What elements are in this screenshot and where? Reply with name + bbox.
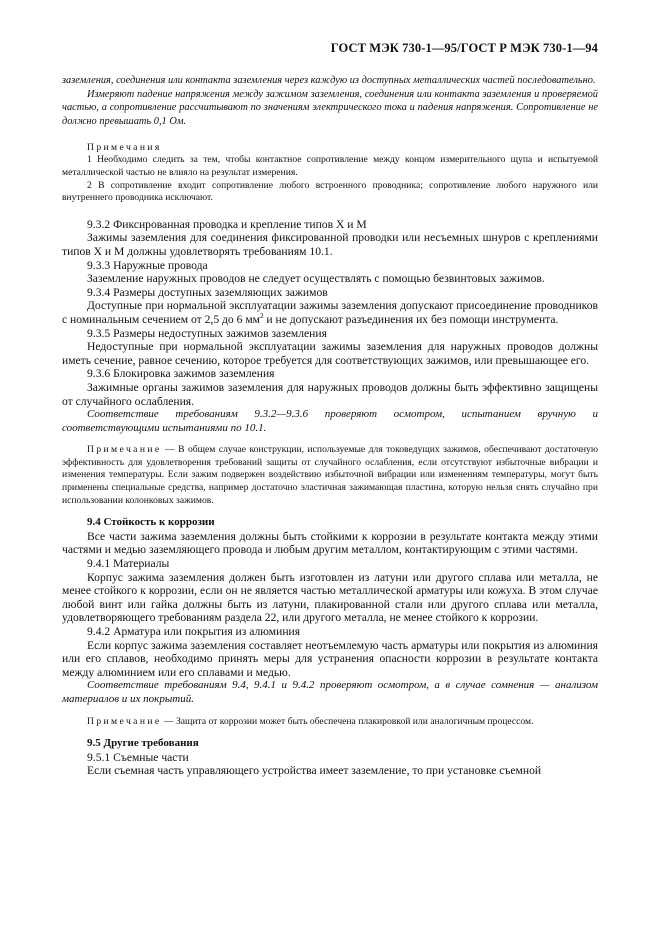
note-item: 2 В сопротивление входит сопротивление любого встроенного проводника; сопротивление любого наружного или внутреннего проводника исключают. xyxy=(62,179,598,204)
section-heading-bold: 9.5 Другие требования xyxy=(87,737,199,750)
paragraph: Зажимы заземления для соединения фиксированной проводки или несъемных шнуров с креплениями типов X и M должны удовлетворять требованиям 10.1. xyxy=(62,231,598,258)
section-heading: 9.3.4 Размеры доступных заземляющих зажимов xyxy=(87,285,328,299)
paragraph: Измеряют падение напряжения между зажимом заземления, соединения или контакта заземления и проверяемой частью, а сопротивление рассчитывают по значениям электрического тока и падения напряжения. Сопротивление не должно превышать 0,1 Ом. xyxy=(62,88,598,128)
section-heading: 9.3.2 Фиксированная проводка и крепление типов X и M xyxy=(87,217,367,231)
section-heading: 9.3.6 Блокировка зажимов заземления xyxy=(87,367,275,381)
section-heading: 9.3.3 Наружные провода xyxy=(87,258,208,272)
paragraph: Заземление наружных проводов не следует осуществлять с помощью безвинтовых зажимов. xyxy=(87,272,545,286)
paragraph: Зажимные органы зажимов заземления для наружных проводов должны быть эффективно защищены от случайного ослабления. xyxy=(62,380,598,408)
note: Примечание — В общем случае конструкции, используемые для токоведущих зажимов, обеспечивают достаточную эффективность для удовлетворения требований защиты от случайного ослабления, если отсутствуют избыточные вибрации и изменения температуры. Если зажим подвержен воздействию избыточной вибрации или изменениям температуры, могут быть применены специальные средства, например достаточно эластичная зажимающая пластина, которую нельзя снять случайно при использовании колонковых зажимов. xyxy=(62,444,598,506)
compliance-text: Соответствие требованиям 9.4, 9.4.1 и 9.4.2 проверяют осмотром, а в случае сомнения — анализом материалов и их покрытий. xyxy=(62,679,598,705)
running-header: ГОСТ МЭК 730-1—95/ГОСТ Р МЭК 730-1—94 xyxy=(330,41,598,55)
section-heading: 9.4.1 Материалы xyxy=(87,557,170,571)
note-item: 1 Необходимо следить за тем, чтобы контактное сопротивление между концом измерительного щупа и испытуемой металлической частью не влияло на результат измерения. xyxy=(62,154,598,178)
section-heading: 9.3.5 Размеры недоступных зажимов заземления xyxy=(87,326,327,340)
section-heading: 9.4.2 Арматура или покрытия из алюминия xyxy=(87,625,301,638)
paragraph: Если корпус зажима заземления составляет неотъемлемую часть арматуры или покрытия из алюминия или его сплавов, необходимо принять меры для устранения опасности коррозии в результате контакта между алюминием или его сплавами и медью. xyxy=(62,638,598,679)
paragraph: Все части зажима заземления должны быть стойкими к коррозии в результате контакта между этими частями и медью заземляющего провода и любым другим металлом, контактирующим с этими частями. xyxy=(62,529,598,557)
note: Примечание — Защита от коррозии может быть обеспечена плакировкой или аналогичным процессом. xyxy=(87,715,534,727)
notes-label: Примечания xyxy=(87,141,162,153)
compliance-text: Соответствие требованиям 9.3.2—9.3.6 проверяют осмотром, испытанием вручную и соответствующими испытаниями по 10.1. xyxy=(62,408,598,434)
section-heading-bold: 9.4 Стойкость к коррозии xyxy=(87,516,215,529)
body-text xyxy=(62,74,598,778)
section-heading: 9.5.1 Съемные части xyxy=(87,750,189,764)
paragraph: Недоступные при нормальной эксплуатации зажимы заземления для наружных проводов должны иметь сечение, равное сечению, которое требуется для соответствующих зажимов, или превышающее его. xyxy=(62,340,598,367)
paragraph: Если съемная часть управляющего устройства имеет заземление, то при установке съемной xyxy=(87,764,542,778)
paragraph: Доступные при нормальной эксплуатации зажимы заземления допускают присоединение проводников с номинальным сечением от 2,5 до 6 $мм^2$ и не допускают разъединения их без помощи инструмента. xyxy=(62,299,598,326)
paragraph: заземления, соединения или контакта заземления через каждую из доступных металлических частей последовательно. xyxy=(62,75,596,86)
paragraph: Корпус зажима заземления должен быть изготовлен из латуни или другого сплава или металла, не менее стойкого к коррозии, если он не является частью металлической арматуры или кожуха. В этом случае любой винт или гайка должны быть из латуни, плакированной стали или другого сплава или металла, удовлетворяющего требованиям раздела 22, или другого металла, не менее стойкого к коррозии. xyxy=(62,570,598,625)
